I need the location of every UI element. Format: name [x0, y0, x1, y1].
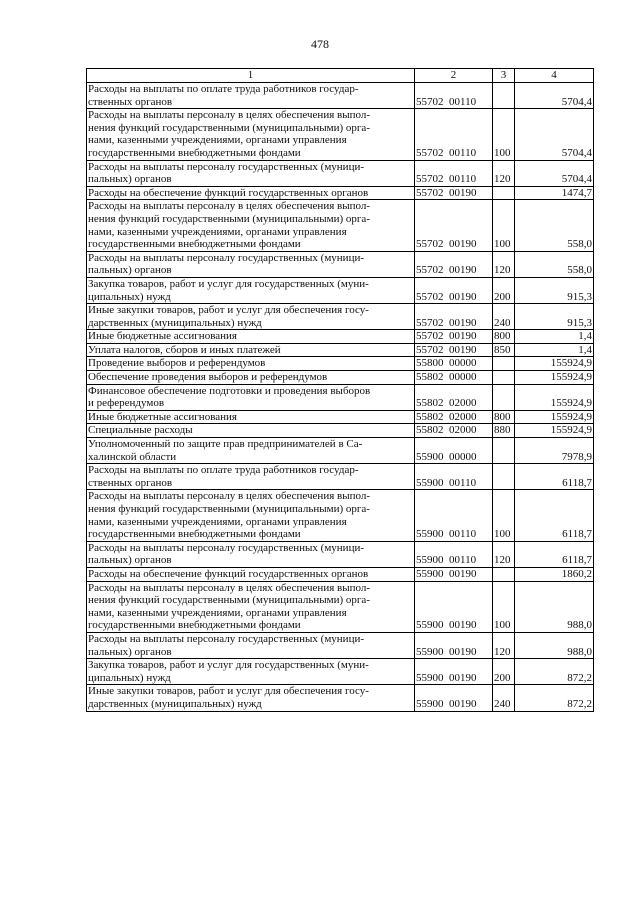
row-type-cell: 240 [493, 304, 515, 330]
table-row [87, 251, 594, 277]
row-sum-cell: 155924,9 [515, 384, 594, 410]
table-row [87, 330, 594, 344]
row-code-cell: 55702 00190 [415, 304, 493, 330]
row-type-cell: 800 [493, 330, 515, 344]
row-type-cell [493, 567, 515, 581]
column-header-name: 1 [87, 69, 415, 83]
row-code-cell: 55702 00110 [415, 109, 493, 160]
row-type-cell: 200 [493, 659, 515, 685]
row-type-cell: 100 [493, 581, 515, 632]
row-type-cell [493, 371, 515, 385]
row-name-cell: Расходы на выплаты персоналу в целях обеспечения выпол- нения функций государственными (муниципальными) орга- нами, казенными учреждениями, органами управления государственными внебюджетными фондами [87, 109, 415, 160]
row-name-cell: Обеспечение проведения выборов и референдумов [87, 371, 415, 385]
row-name-cell: Уплата налогов, сборов и иных платежей [87, 343, 415, 357]
budget-table [86, 68, 594, 712]
row-name-cell: Проведение выборов и референдумов [87, 357, 415, 371]
row-sum-cell: 5704,4 [515, 83, 594, 109]
row-type-cell: 800 [493, 410, 515, 424]
row-code-cell: 55900 00190 [415, 659, 493, 685]
table-row [87, 200, 594, 251]
row-type-cell: 240 [493, 685, 515, 711]
table-header-row [87, 69, 594, 83]
table-row [87, 371, 594, 385]
table-row [87, 567, 594, 581]
row-sum-cell: 1,4 [515, 330, 594, 344]
row-code-cell: 55802 02000 [415, 424, 493, 438]
row-code-cell: 55900 00110 [415, 541, 493, 567]
row-type-cell [493, 83, 515, 109]
row-code-cell: 55900 00000 [415, 438, 493, 464]
row-name-cell: Иные закупки товаров, работ и услуг для обеспечения госу- дарственных (муниципальных) нужд [87, 685, 415, 711]
row-name-cell: Иные бюджетные ассигнования [87, 410, 415, 424]
row-type-cell [493, 464, 515, 490]
column-header-sum: 4 [515, 69, 594, 83]
row-type-cell: 880 [493, 424, 515, 438]
row-type-cell [493, 384, 515, 410]
row-name-cell: Расходы на выплаты персоналу в целях обеспечения выпол- нения функций государственными (муниципальными) орга- нами, казенными учреждениями, органами управления государственными внебюджетными фондами [87, 490, 415, 541]
table-row [87, 490, 594, 541]
row-code-cell: 55802 00000 [415, 371, 493, 385]
row-type-cell [493, 438, 515, 464]
row-code-cell: 55900 00110 [415, 490, 493, 541]
row-sum-cell: 988,0 [515, 632, 594, 658]
row-type-cell [493, 357, 515, 371]
row-name-cell: Расходы на выплаты персоналу государственных (муници- пальных) органов [87, 632, 415, 658]
row-sum-cell: 6118,7 [515, 464, 594, 490]
row-type-cell: 100 [493, 109, 515, 160]
row-type-cell: 120 [493, 541, 515, 567]
table-row [87, 424, 594, 438]
table-row [87, 464, 594, 490]
table-row [87, 83, 594, 109]
row-name-cell: Расходы на выплаты персоналу государственных (муници- пальных) органов [87, 541, 415, 567]
row-name-cell: Уполномоченный по защите прав предпринимателей в Са- халинской области [87, 438, 415, 464]
row-type-cell: 120 [493, 160, 515, 186]
table-row [87, 186, 594, 200]
row-type-cell: 850 [493, 343, 515, 357]
row-name-cell: Расходы на выплаты по оплате труда работников государ- ственных органов [87, 464, 415, 490]
table-body [87, 83, 594, 712]
row-code-cell: 55702 00190 [415, 343, 493, 357]
table-row [87, 343, 594, 357]
table-row [87, 438, 594, 464]
table-row [87, 384, 594, 410]
row-code-cell: 55702 00110 [415, 83, 493, 109]
row-code-cell: 55802 02000 [415, 384, 493, 410]
row-code-cell: 55800 00000 [415, 357, 493, 371]
table-row [87, 357, 594, 371]
table-row [87, 541, 594, 567]
row-name-cell: Расходы на выплаты персоналу в целях обеспечения выпол- нения функций государственными (муниципальными) орга- нами, казенными учреждениями, органами управления государственными внебюджетными фондами [87, 581, 415, 632]
row-name-cell: Расходы на выплаты персоналу в целях обеспечения выпол- нения функций государственными (муниципальными) орга- нами, казенными учреждениями, органами управления государственными внебюджетными фондами [87, 200, 415, 251]
row-sum-cell: 1,4 [515, 343, 594, 357]
table-row [87, 160, 594, 186]
row-name-cell: Расходы на выплаты по оплате труда работников государ- ственных органов [87, 83, 415, 109]
row-type-cell: 100 [493, 490, 515, 541]
table-row [87, 632, 594, 658]
row-sum-cell: 155924,9 [515, 424, 594, 438]
row-sum-cell: 872,2 [515, 685, 594, 711]
row-sum-cell: 155924,9 [515, 410, 594, 424]
row-type-cell: 200 [493, 277, 515, 303]
row-code-cell: 55900 00190 [415, 632, 493, 658]
row-name-cell: Расходы на обеспечение функций государственных органов [87, 186, 415, 200]
row-code-cell: 55702 00190 [415, 200, 493, 251]
row-sum-cell: 872,2 [515, 659, 594, 685]
row-type-cell: 120 [493, 632, 515, 658]
table-row [87, 304, 594, 330]
table-row [87, 277, 594, 303]
table-row [87, 659, 594, 685]
row-sum-cell: 5704,4 [515, 160, 594, 186]
column-header-code: 2 [415, 69, 493, 83]
column-header-type: 3 [493, 69, 515, 83]
row-type-cell: 120 [493, 251, 515, 277]
row-code-cell: 55900 00110 [415, 464, 493, 490]
table-row [87, 685, 594, 711]
row-type-cell [493, 186, 515, 200]
row-sum-cell: 915,3 [515, 277, 594, 303]
row-name-cell: Финансовое обеспечение подготовки и проведения выборов и референдумов [87, 384, 415, 410]
page-number: 478 [311, 37, 329, 51]
row-name-cell: Иные закупки товаров, работ и услуг для обеспечения госу- дарственных (муниципальных) нужд [87, 304, 415, 330]
row-sum-cell: 558,0 [515, 200, 594, 251]
row-code-cell: 55702 00190 [415, 330, 493, 344]
row-sum-cell: 558,0 [515, 251, 594, 277]
row-sum-cell: 1474,7 [515, 186, 594, 200]
row-name-cell: Специальные расходы [87, 424, 415, 438]
row-name-cell: Расходы на обеспечение функций государственных органов [87, 567, 415, 581]
row-sum-cell: 155924,9 [515, 371, 594, 385]
row-sum-cell: 915,3 [515, 304, 594, 330]
table-row [87, 410, 594, 424]
row-sum-cell: 988,0 [515, 581, 594, 632]
row-code-cell: 55802 02000 [415, 410, 493, 424]
row-code-cell: 55702 00190 [415, 186, 493, 200]
row-code-cell: 55702 00190 [415, 277, 493, 303]
row-sum-cell: 155924,9 [515, 357, 594, 371]
table-row [87, 109, 594, 160]
row-sum-cell: 6118,7 [515, 541, 594, 567]
table-row [87, 581, 594, 632]
row-sum-cell: 5704,4 [515, 109, 594, 160]
row-code-cell: 55702 00190 [415, 251, 493, 277]
row-type-cell: 100 [493, 200, 515, 251]
row-sum-cell: 1860,2 [515, 567, 594, 581]
row-sum-cell: 6118,7 [515, 490, 594, 541]
row-code-cell: 55900 00190 [415, 581, 493, 632]
row-name-cell: Закупка товаров, работ и услуг для государственных (муни- ципальных) нужд [87, 277, 415, 303]
row-sum-cell: 7978,9 [515, 438, 594, 464]
row-name-cell: Иные бюджетные ассигнования [87, 330, 415, 344]
row-name-cell: Закупка товаров, работ и услуг для государственных (муни- ципальных) нужд [87, 659, 415, 685]
row-name-cell: Расходы на выплаты персоналу государственных (муници- пальных) органов [87, 251, 415, 277]
row-name-cell: Расходы на выплаты персоналу государственных (муници- пальных) органов [87, 160, 415, 186]
row-code-cell: 55702 00110 [415, 160, 493, 186]
row-code-cell: 55900 00190 [415, 567, 493, 581]
row-code-cell: 55900 00190 [415, 685, 493, 711]
